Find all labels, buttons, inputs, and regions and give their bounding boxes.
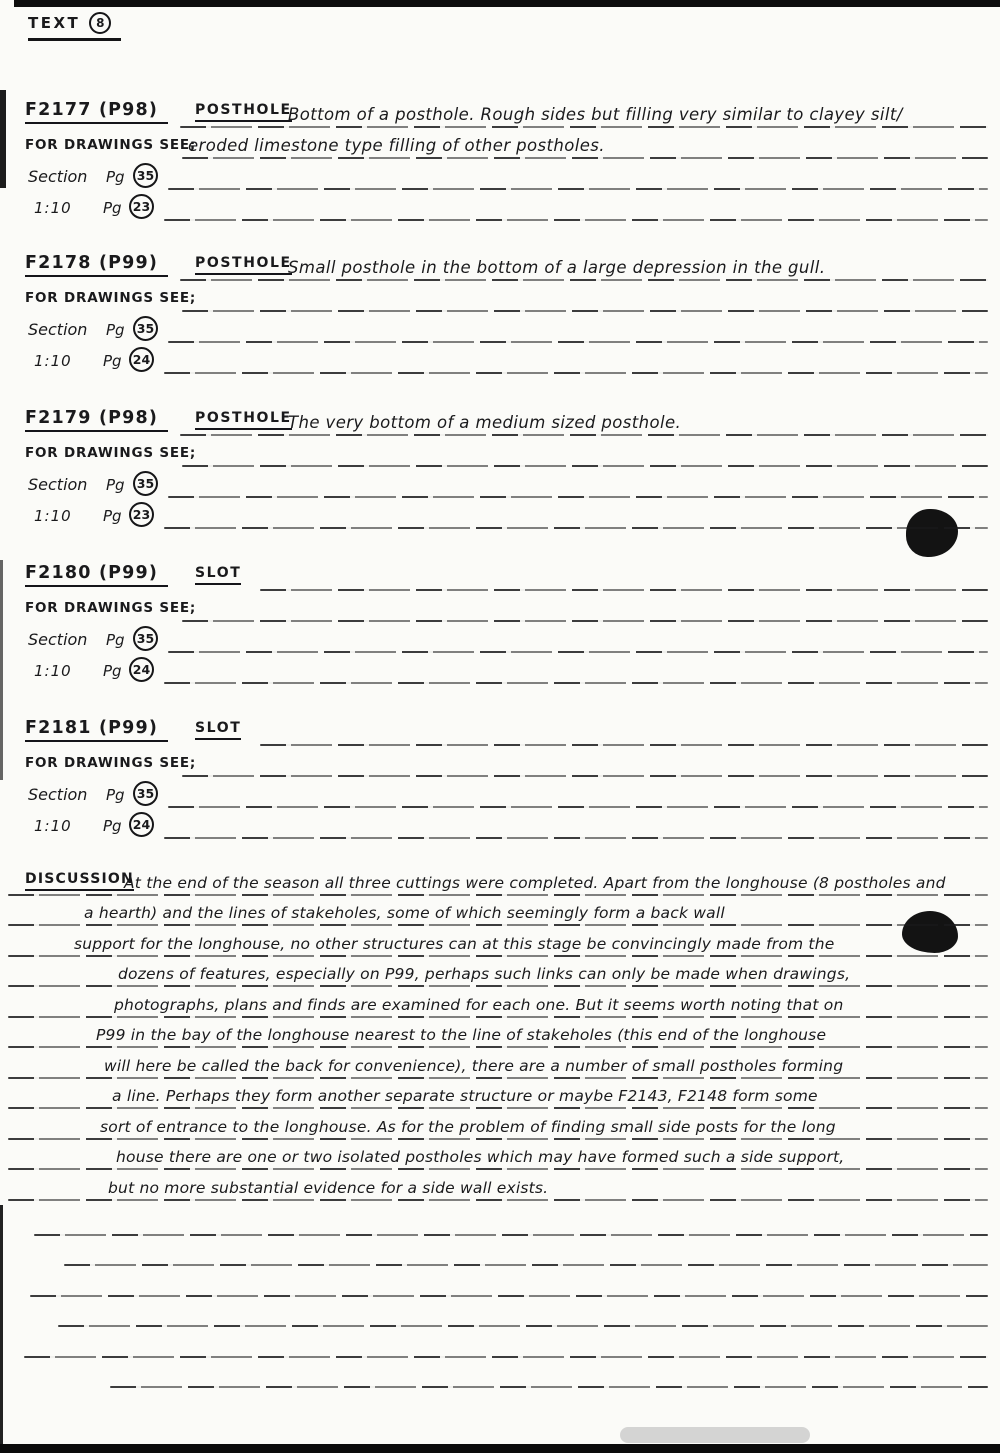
discussion-line: but no more substantial evidence for a side wall exists. — [108, 1178, 549, 1197]
pg-label: Pg — [103, 662, 122, 680]
scale-label: 1:10 — [34, 817, 72, 835]
section-page-circle: 35 — [133, 316, 158, 341]
pg-label: Pg — [106, 321, 125, 339]
scale-label: 1:10 — [34, 199, 72, 217]
entry-f2178 — [0, 250, 1000, 376]
scale-label: 1:10 — [34, 507, 72, 525]
feature-type-label: POSTHOLE — [195, 255, 292, 275]
drawings-see-label: FOR DRAWINGS SEE; — [25, 755, 197, 771]
drawings-see-label: FOR DRAWINGS SEE; — [25, 137, 197, 153]
discussion-line: house there are one or two isolated postholes which may have formed such a side support, — [116, 1148, 845, 1166]
empty-ruled-row — [0, 1205, 1000, 1236]
discussion-line: a line. Perhaps they form another separate structure or maybe F2143, F2148 form some — [112, 1087, 818, 1105]
pg-label: Pg — [106, 786, 125, 804]
pg-label: Pg — [103, 507, 122, 525]
feature-id: F2177 (P98) — [25, 100, 168, 124]
discussion-section — [0, 865, 1000, 1201]
scale-page-circle: 23 — [129, 502, 154, 527]
empty-ruled-row — [0, 1266, 1000, 1297]
description-line-1: The very bottom of a medium sized posthole. — [288, 413, 682, 432]
section-label: Section — [28, 785, 88, 804]
drawings-see-label: FOR DRAWINGS SEE; — [25, 445, 197, 461]
page-number-circle: 8 — [89, 12, 111, 34]
ruled-line — [164, 219, 988, 221]
feature-type-label: SLOT — [195, 720, 241, 740]
feature-id: F2178 (P99) — [25, 253, 168, 277]
discussion-line: At the end of the season all three cuttings were completed. Apart from the longhouse (8 postholes and — [124, 873, 946, 892]
ruled-line — [164, 837, 988, 839]
pg-label: Pg — [106, 631, 125, 649]
discussion-line: photographs, plans and finds are examined for each one. But it seems worth noting that on — [114, 995, 844, 1014]
ruled-line — [110, 1386, 988, 1388]
empty-ruled-row — [0, 1358, 1000, 1389]
scan-smudge-bottom — [620, 1427, 810, 1443]
discussion-line: sort of entrance to the longhouse. As for the problem of finding small side posts for the long — [100, 1117, 836, 1136]
feature-id: F2180 (P99) — [25, 563, 168, 587]
ruled-line — [8, 1199, 988, 1201]
discussion-line: a hearth) and the lines of stakeholes, some of which seemingly form a back wall — [84, 904, 725, 922]
section-label: Section — [28, 475, 88, 494]
empty-ruled-row — [0, 1327, 1000, 1358]
pg-label: Pg — [106, 168, 125, 186]
scale-page-circle: 24 — [129, 812, 154, 837]
section-page-circle: 35 — [133, 163, 158, 188]
discussion-line: P99 in the bay of the longhouse nearest to the line of stakeholes (this end of the longhouse — [96, 1026, 827, 1044]
description-line-1: Small posthole in the bottom of a large depression in the gull. — [288, 258, 826, 277]
feature-type-label: SLOT — [195, 565, 241, 585]
discussion-line: support for the longhouse, no other structures can at this stage be convincingly made from the — [74, 934, 835, 953]
section-page-circle: 35 — [133, 781, 158, 806]
entry-f2181 — [0, 715, 1000, 841]
description-line-2: eroded limestone type filling of other postholes. — [188, 136, 605, 155]
empty-ruled-row — [0, 1297, 1000, 1328]
scan-edge-bottom — [0, 1444, 1000, 1453]
scan-edge-top — [14, 0, 1000, 7]
discussion-line: dozens of features, especially on P99, perhaps such links can only be made when drawings, — [118, 965, 851, 983]
section-label: Section — [28, 167, 88, 186]
pg-label: Pg — [103, 817, 122, 835]
drawings-see-label: FOR DRAWINGS SEE; — [25, 290, 197, 306]
drawings-see-label: FOR DRAWINGS SEE; — [25, 600, 197, 616]
pg-label: Pg — [103, 352, 122, 370]
section-page-circle: 35 — [133, 471, 158, 496]
scale-page-circle: 24 — [129, 347, 154, 372]
section-label: Section — [28, 320, 88, 339]
scale-page-circle: 24 — [129, 657, 154, 682]
ruled-line — [164, 527, 988, 529]
entry-f2179 — [0, 405, 1000, 531]
section-page-circle: 35 — [133, 626, 158, 651]
ruled-line — [164, 372, 988, 374]
discussion-label: DISCUSSION — [25, 871, 134, 891]
discussion-line: will here be called the back for convenience), there are a number of small postholes forming — [104, 1056, 844, 1075]
feature-type-label: POSTHOLE — [195, 410, 292, 430]
feature-id: F2179 (P98) — [25, 408, 168, 432]
scale-label: 1:10 — [34, 662, 72, 680]
empty-ruled-row — [0, 1236, 1000, 1267]
section-label: Section — [28, 630, 88, 649]
scale-page-circle: 23 — [129, 194, 154, 219]
entry-f2180 — [0, 560, 1000, 686]
page-title-block — [28, 12, 121, 41]
entry-f2177 — [0, 97, 1000, 223]
description-line-1: Bottom of a posthole. Rough sides but filling very similar to clayey silt/ — [288, 105, 903, 124]
pg-label: Pg — [103, 199, 122, 217]
page-title: TEXT — [28, 14, 81, 32]
pg-label: Pg — [106, 476, 125, 494]
feature-type-label: POSTHOLE — [195, 102, 292, 122]
feature-id: F2181 (P99) — [25, 718, 168, 742]
scale-label: 1:10 — [34, 352, 72, 370]
ruled-line — [164, 682, 988, 684]
